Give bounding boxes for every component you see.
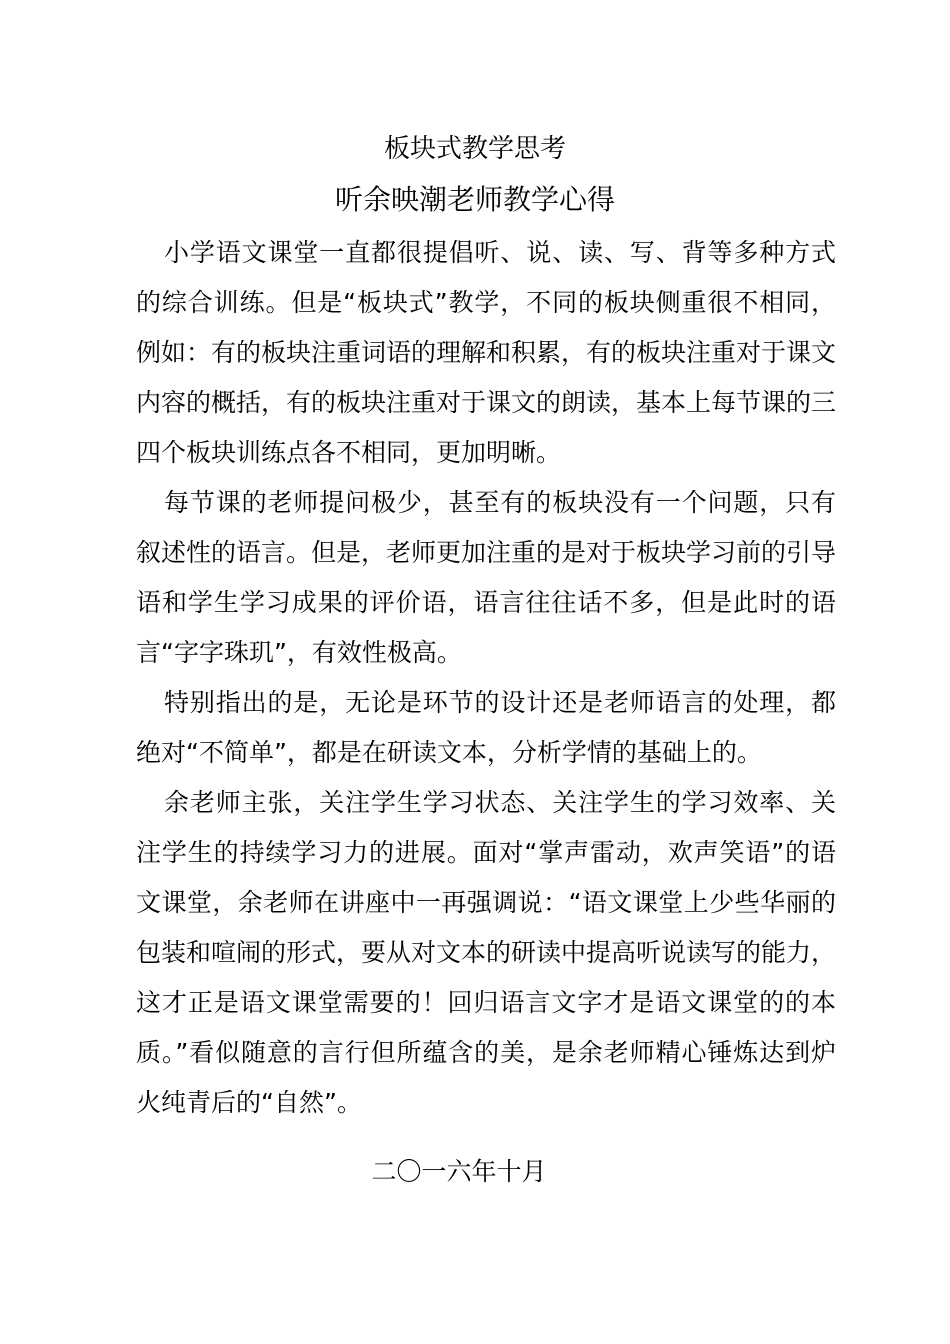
document-subtitle: 听余映潮老师教学心得 xyxy=(334,183,615,216)
paragraph: 每节课的老师提问极少，甚至有的板块没有一个问题，只有叙述性的语言。但是，老师更加注重的是对于板块学习前的引导语和学生学习成果的评价语，语言往往话不多，但是此时的语言“字字珠玑”，有效性极高。 xyxy=(136,488,837,667)
paragraph: 特别指出的是，无论是环节的设计还是老师语言的处理，都绝对“不简单”，都是在研读文本，分析学情的基础上的。 xyxy=(136,688,836,767)
paragraph: 余老师主张，关注学生学习状态、关注学生的学习效率、关注学生的持续学习力的进展。面对“掌声雷动，欢声笑语”的语文课堂，余老师在讲座中一再强调说：“语文课堂上少些华丽的包装和喧闹的形式，要从对文本的研读中提高听说读写的能力，这才正是语文课堂需要的！回归语言文字才是语文课堂的的本质。”看似随意的言行但所蕴含的美，是余老师精心锤炼达到炉火纯青后的“自然”。 xyxy=(136,788,837,1117)
document-title: 板块式教学思考 xyxy=(383,134,566,164)
paragraph: 小学语文课堂一直都很提倡听、说、读、写、背等多种方式的综合训练。但是“板块式”教学，不同的板块侧重很不相同，例如：有的板块注重词语的理解和积累，有的板块注重对于课文内容的概括，有的板块注重对于课文的朗读，基本上每节课的三四个板块训练点各不相同，更加明晰。 xyxy=(136,238,837,467)
document-date: 二〇一六年十月 xyxy=(371,1157,547,1186)
document-body xyxy=(136,228,836,1128)
